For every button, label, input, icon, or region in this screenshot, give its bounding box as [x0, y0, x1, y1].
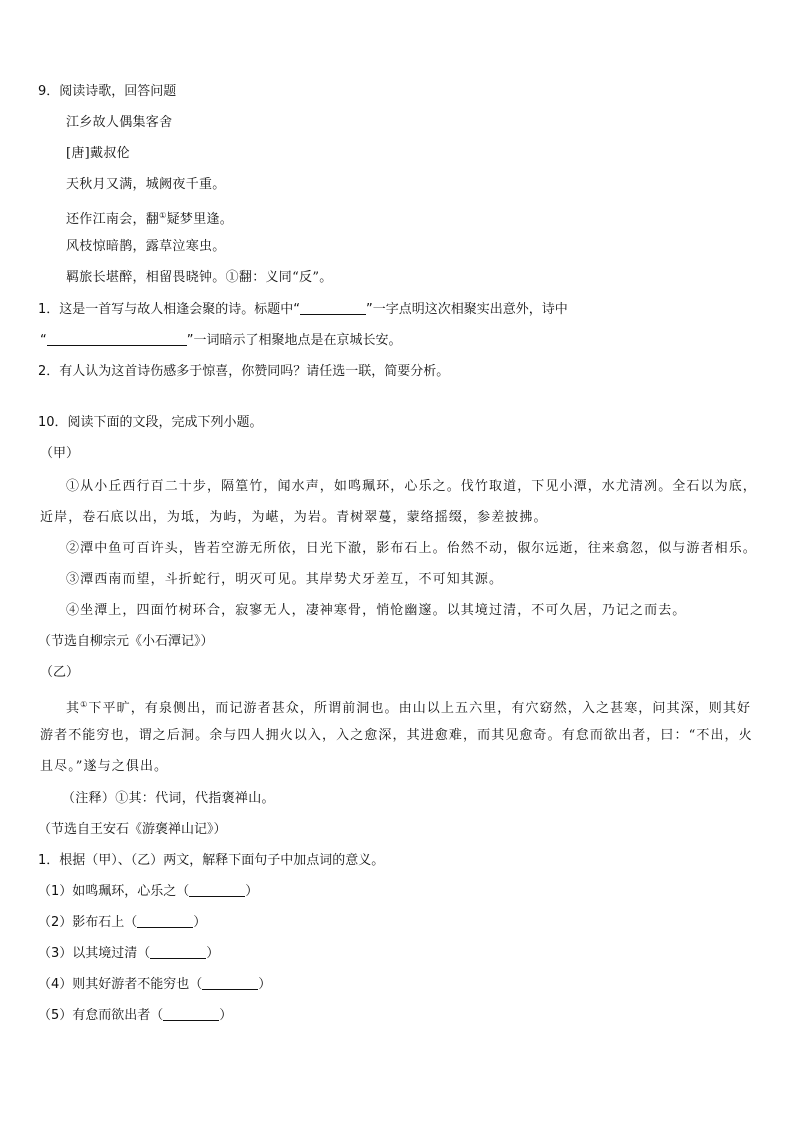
yi-para-3: 且尽。”遂与之俱出。: [40, 759, 169, 774]
jia-para-1: ①从小丘西行百二十步，隔篁竹，闻水声，如鸣珮环，心乐之。伐竹取道，下见小潭，水尤清冽。全石以为底，: [66, 479, 757, 494]
jia-para-4: ④坐潭上，四面竹树环合，寂寥无人，凄神寒骨，悄怆幽邃。以其境过清，不可久居，乃记之而去。: [66, 603, 687, 618]
item-close: ）: [258, 977, 272, 992]
q9-sub1-line1: [38, 302, 568, 318]
yi-para-2: 游者不能穷也，谓之后洞。余与四人拥火以入，入之愈深，其进愈难，而其见愈奇。有怠而欲出者，曰：“不出，火: [40, 728, 753, 743]
item-text: 则其好游者不能穷也（: [72, 977, 203, 992]
item-number: （3）: [38, 946, 73, 961]
item-text: 如鸣珮环，心乐之（: [72, 884, 190, 899]
answer-blank-1[interactable]: [300, 302, 366, 315]
item-number: （1）: [38, 884, 73, 899]
q9-sub1-b: ”一字点明这次相聚实出意外，诗中: [366, 302, 568, 317]
item-text: 有怠而欲出者（: [72, 1008, 164, 1023]
poem-title: 江乡故人偶集客舍: [66, 115, 173, 130]
q9-sub1-d: ”一词暗示了相聚地点是在京城长安。: [186, 333, 402, 348]
jia-para-3: ③潭西南而望，斗折蛇行，明灭可见。其岸势犬牙差互，不可知其源。: [66, 572, 504, 587]
jia-para-2: ②潭中鱼可百许头，皆若空游无所依，日光下澈，影布石上。佁然不动，俶尔远逝，往来翕忽，似与游者相乐。: [66, 541, 757, 556]
jia-para-1b: 近岸，卷石底以出，为坻，为屿，为嵁，为岩。青树翠蔓，蒙络摇缀，参差披拂。: [40, 510, 548, 525]
item-close: ）: [193, 915, 207, 930]
yi-note-mark: ①: [80, 700, 89, 709]
yi-para-1a: 其: [66, 701, 81, 716]
q9-sub2: 2．有人认为这首诗伤感多于惊喜，你赞同吗？请任选一联，简要分析。: [38, 364, 450, 379]
yi-note: （注释）①其：代词，代指褒禅山。: [62, 791, 275, 806]
item-text: 影布石上（: [72, 915, 138, 930]
poem-line-1: 天秋月又满，城阙夜千重。: [66, 177, 226, 192]
item-close: ）: [245, 884, 259, 899]
answer-blank-5[interactable]: [150, 946, 206, 959]
poem-line-2: [66, 208, 233, 228]
answer-blank-3[interactable]: [189, 884, 245, 897]
yi-source: （节选自王安石《游褒禅山记》）: [38, 822, 227, 837]
answer-blank-2[interactable]: [47, 333, 187, 346]
poem-line-3: 风枝惊暗鹊，露草泣寒虫。: [66, 239, 226, 254]
poem-author: [唐]戴叔伦: [66, 146, 130, 161]
item-number: （5）: [38, 1008, 73, 1023]
q10-item-3: [38, 946, 219, 962]
poem-line-2b: 疑梦里逢。: [166, 212, 234, 227]
q9-sub1-c: “: [40, 333, 47, 348]
poem-line-4: 羁旅长堪醉，相留畏晓钟。①翻：义同“反”。: [66, 270, 333, 285]
answer-blank-4[interactable]: [137, 915, 193, 928]
q10-sub1-header: 1．根据（甲）、（乙）两文，解释下面句子中加点词的意义。: [38, 853, 385, 868]
yi-para-1: [66, 697, 751, 717]
item-number: （2）: [38, 915, 73, 930]
q9-sub1-a: 1．这是一首写与故人相逢会聚的诗。标题中“: [38, 302, 301, 317]
q10-item-5: [38, 1008, 232, 1024]
yi-label: （乙）: [40, 665, 80, 680]
jia-source: （节选自柳宗元《小石潭记》）: [38, 634, 214, 649]
jia-label: （甲）: [40, 446, 80, 461]
poem-line-2a: 还作江南会，翻: [66, 212, 160, 227]
poem-note-mark: ①: [159, 211, 167, 220]
q9-sub1-line2: [40, 333, 402, 349]
q10-item-1: [38, 884, 258, 900]
answer-blank-6[interactable]: [202, 977, 258, 990]
answer-blank-7[interactable]: [163, 1008, 219, 1021]
q9-header: 9．阅读诗歌，回答问题: [38, 84, 177, 99]
q10-header: 10．阅读下面的文段，完成下列小题。: [38, 415, 263, 430]
item-number: （4）: [38, 977, 73, 992]
yi-para-1b: 下平旷，有泉侧出，而记游者甚众，所谓前洞也。由山以上五六里，有穴窈然，入之甚寒，问其深，则其好: [88, 701, 752, 716]
item-close: ）: [206, 946, 220, 961]
item-text: 以其境过清（: [72, 946, 151, 961]
item-close: ）: [219, 1008, 233, 1023]
q10-item-2: [38, 915, 206, 931]
q10-item-4: [38, 977, 271, 993]
